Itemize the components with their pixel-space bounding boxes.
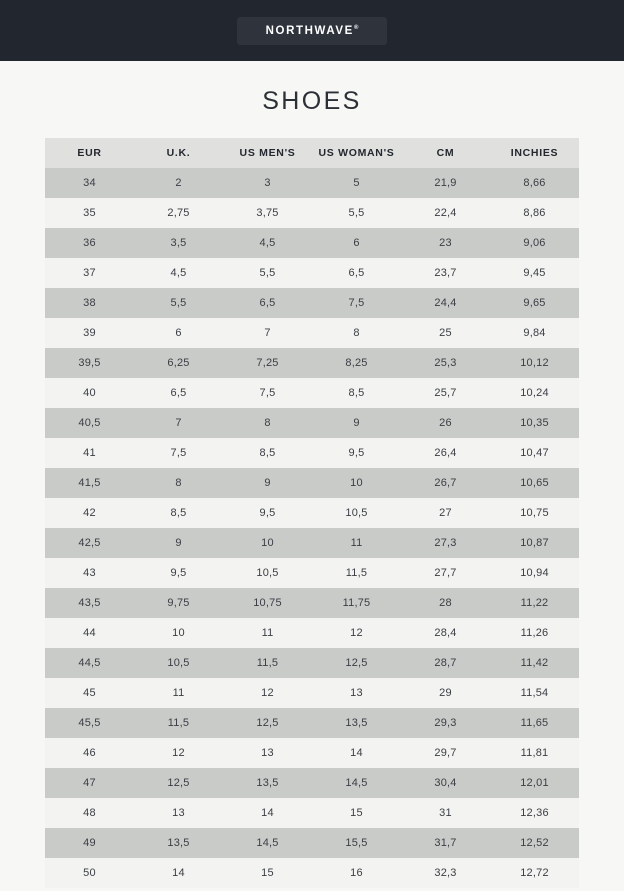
table-cell: 38 (45, 288, 134, 318)
table-row (45, 528, 579, 558)
table-cell: 7,5 (134, 438, 223, 468)
table-cell: 5 (312, 168, 401, 198)
table-cell: 8 (312, 318, 401, 348)
table-row (45, 348, 579, 378)
table-cell: 3,75 (223, 198, 312, 228)
table-cell: 23 (401, 228, 490, 258)
table-row (45, 468, 579, 498)
table-cell: 44,5 (45, 648, 134, 678)
table-cell: 4,5 (223, 228, 312, 258)
brand-name: NORTHWAVE (265, 24, 354, 37)
table-cell: 47 (45, 768, 134, 798)
table-cell: 12 (134, 738, 223, 768)
table-cell: 12,01 (490, 768, 579, 798)
column-header: U.K. (134, 138, 223, 168)
table-cell: 11,65 (490, 708, 579, 738)
table-cell: 5,5 (134, 288, 223, 318)
table-row (45, 858, 579, 888)
table-row (45, 378, 579, 408)
table-cell: 40 (45, 378, 134, 408)
table-cell: 9,65 (490, 288, 579, 318)
table-cell: 23,7 (401, 258, 490, 288)
table-cell: 8,66 (490, 168, 579, 198)
table-cell: 10,12 (490, 348, 579, 378)
table-cell: 10,65 (490, 468, 579, 498)
table-cell: 12 (312, 618, 401, 648)
table-cell: 12,5 (134, 768, 223, 798)
table-cell: 11,5 (223, 648, 312, 678)
table-cell: 14 (134, 858, 223, 888)
table-cell: 7,25 (223, 348, 312, 378)
table-cell: 29 (401, 678, 490, 708)
table-cell: 14 (223, 798, 312, 828)
table-cell: 22,4 (401, 198, 490, 228)
table-cell: 16 (312, 858, 401, 888)
table-cell: 27,7 (401, 558, 490, 588)
table-row (45, 168, 579, 198)
table-cell: 11,26 (490, 618, 579, 648)
table-cell: 36 (45, 228, 134, 258)
table-cell: 39 (45, 318, 134, 348)
table-cell: 42,5 (45, 528, 134, 558)
table-cell: 10,5 (134, 648, 223, 678)
table-cell: 45,5 (45, 708, 134, 738)
table-cell: 29,7 (401, 738, 490, 768)
table-cell: 7,5 (312, 288, 401, 318)
table-cell: 10,35 (490, 408, 579, 438)
table-cell: 34 (45, 168, 134, 198)
table-cell: 12,52 (490, 828, 579, 858)
table-cell: 26,4 (401, 438, 490, 468)
table-row (45, 738, 579, 768)
table-cell: 9,75 (134, 588, 223, 618)
table-cell: 2,75 (134, 198, 223, 228)
brand-logo-text (266, 25, 359, 37)
column-header: INCHIES (490, 138, 579, 168)
table-cell: 3 (223, 168, 312, 198)
table-cell: 27 (401, 498, 490, 528)
table-header-row (45, 138, 579, 168)
table-cell: 8,5 (223, 438, 312, 468)
table-cell: 11,54 (490, 678, 579, 708)
table-row (45, 678, 579, 708)
table-cell: 7,5 (223, 378, 312, 408)
table-cell: 3,5 (134, 228, 223, 258)
table-cell: 15 (312, 798, 401, 828)
table-cell: 43,5 (45, 588, 134, 618)
table-cell: 11,42 (490, 648, 579, 678)
table-cell: 9,45 (490, 258, 579, 288)
table-cell: 13,5 (312, 708, 401, 738)
table-cell: 10 (223, 528, 312, 558)
table-row (45, 438, 579, 468)
table-cell: 11,22 (490, 588, 579, 618)
table-cell: 10,87 (490, 528, 579, 558)
table-cell: 24,4 (401, 288, 490, 318)
column-header: EUR (45, 138, 134, 168)
table-cell: 12,5 (312, 648, 401, 678)
table-row (45, 318, 579, 348)
table-cell: 11,75 (312, 588, 401, 618)
table-cell: 26,7 (401, 468, 490, 498)
table-cell: 9,5 (223, 498, 312, 528)
table-row (45, 828, 579, 858)
table-cell: 32,3 (401, 858, 490, 888)
table-cell: 13 (223, 738, 312, 768)
table-cell: 6,25 (134, 348, 223, 378)
table-cell: 43 (45, 558, 134, 588)
table-cell: 8 (223, 408, 312, 438)
table-cell: 9 (312, 408, 401, 438)
table-cell: 6 (134, 318, 223, 348)
table-cell: 9,84 (490, 318, 579, 348)
table-cell: 10,75 (223, 588, 312, 618)
table-cell: 13,5 (134, 828, 223, 858)
table-row (45, 588, 579, 618)
table-cell: 14,5 (312, 768, 401, 798)
table-row (45, 618, 579, 648)
table-row (45, 558, 579, 588)
table-cell: 39,5 (45, 348, 134, 378)
table-cell: 10,5 (312, 498, 401, 528)
table-row (45, 288, 579, 318)
table-cell: 9,06 (490, 228, 579, 258)
table-cell: 10 (312, 468, 401, 498)
table-cell: 11,5 (134, 708, 223, 738)
table-cell: 21,9 (401, 168, 490, 198)
table-row (45, 498, 579, 528)
table-row (45, 648, 579, 678)
table-cell: 9 (134, 528, 223, 558)
table-cell: 31,7 (401, 828, 490, 858)
table-cell: 8,5 (134, 498, 223, 528)
table-cell: 13,5 (223, 768, 312, 798)
table-cell: 5,5 (312, 198, 401, 228)
table-cell: 11 (134, 678, 223, 708)
table-cell: 12,5 (223, 708, 312, 738)
table-cell: 9,5 (312, 438, 401, 468)
table-cell: 40,5 (45, 408, 134, 438)
table-cell: 28 (401, 588, 490, 618)
table-cell: 11 (312, 528, 401, 558)
column-header: US WOMAN'S (312, 138, 401, 168)
table-cell: 8,5 (312, 378, 401, 408)
size-chart-table (45, 138, 579, 888)
table-cell: 9 (223, 468, 312, 498)
table-cell: 48 (45, 798, 134, 828)
table-cell: 10,94 (490, 558, 579, 588)
table-cell: 12 (223, 678, 312, 708)
table-cell: 8 (134, 468, 223, 498)
table-cell: 30,4 (401, 768, 490, 798)
table-cell: 13 (134, 798, 223, 828)
column-header: US MEN'S (223, 138, 312, 168)
table-cell: 12,36 (490, 798, 579, 828)
table-cell: 7 (134, 408, 223, 438)
table-cell: 25,7 (401, 378, 490, 408)
table-cell: 15 (223, 858, 312, 888)
table-row (45, 798, 579, 828)
table-cell: 11,81 (490, 738, 579, 768)
table-row (45, 408, 579, 438)
table-cell: 7 (223, 318, 312, 348)
table-cell: 4,5 (134, 258, 223, 288)
table-head (45, 138, 579, 168)
table-cell: 15,5 (312, 828, 401, 858)
table-cell: 6 (312, 228, 401, 258)
table-cell: 10,5 (223, 558, 312, 588)
site-header (0, 0, 624, 61)
table-row (45, 198, 579, 228)
table-cell: 44 (45, 618, 134, 648)
table-cell: 41,5 (45, 468, 134, 498)
table-cell: 27,3 (401, 528, 490, 558)
table-row (45, 708, 579, 738)
table-cell: 12,72 (490, 858, 579, 888)
table-cell: 10,47 (490, 438, 579, 468)
table-cell: 10 (134, 618, 223, 648)
table-row (45, 228, 579, 258)
table-cell: 28,7 (401, 648, 490, 678)
table-cell: 6,5 (223, 288, 312, 318)
column-header: CM (401, 138, 490, 168)
table-cell: 14 (312, 738, 401, 768)
table-row (45, 768, 579, 798)
table-cell: 42 (45, 498, 134, 528)
table-cell: 13 (312, 678, 401, 708)
size-table-container (0, 138, 624, 888)
table-row (45, 258, 579, 288)
table-cell: 26 (401, 408, 490, 438)
registered-trademark-icon: ® (353, 24, 359, 31)
table-cell: 11 (223, 618, 312, 648)
table-cell: 31 (401, 798, 490, 828)
table-cell: 6,5 (312, 258, 401, 288)
table-cell: 25 (401, 318, 490, 348)
table-cell: 14,5 (223, 828, 312, 858)
table-cell: 46 (45, 738, 134, 768)
table-cell: 6,5 (134, 378, 223, 408)
table-cell: 37 (45, 258, 134, 288)
table-cell: 50 (45, 858, 134, 888)
page-title: SHOES (262, 87, 362, 115)
table-cell: 2 (134, 168, 223, 198)
table-cell: 10,24 (490, 378, 579, 408)
table-cell: 41 (45, 438, 134, 468)
brand-logo[interactable] (237, 17, 387, 45)
table-cell: 25,3 (401, 348, 490, 378)
table-cell: 45 (45, 678, 134, 708)
table-cell: 9,5 (134, 558, 223, 588)
table-cell: 5,5 (223, 258, 312, 288)
table-body (45, 168, 579, 888)
table-cell: 35 (45, 198, 134, 228)
table-cell: 49 (45, 828, 134, 858)
table-cell: 11,5 (312, 558, 401, 588)
table-cell: 29,3 (401, 708, 490, 738)
table-cell: 10,75 (490, 498, 579, 528)
table-cell: 8,86 (490, 198, 579, 228)
table-cell: 28,4 (401, 618, 490, 648)
table-cell: 8,25 (312, 348, 401, 378)
